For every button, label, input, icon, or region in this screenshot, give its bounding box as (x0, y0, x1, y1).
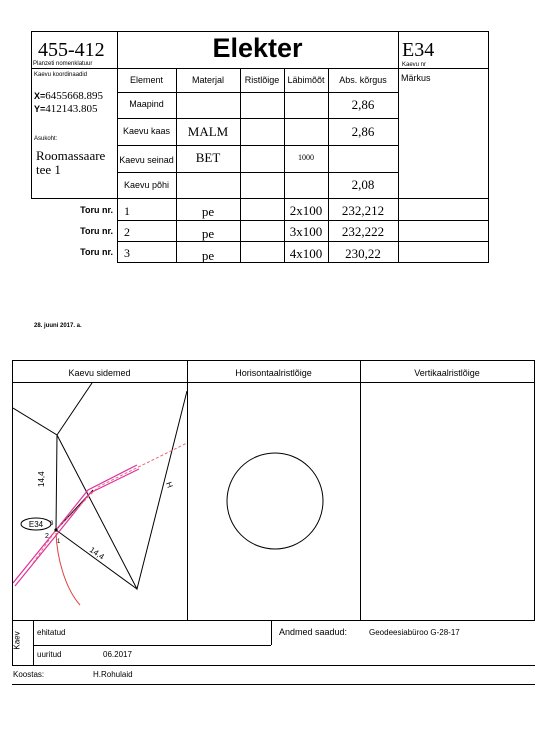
well-tag: E34 (28, 520, 44, 529)
pipe-number: 1 (124, 204, 130, 218)
well-number: E34 (402, 39, 435, 61)
row-abs: 2,86 (351, 97, 375, 112)
location-line1: Roomassaare (36, 148, 106, 163)
built-label: ehitatud (37, 628, 66, 637)
point-number: 2 (45, 533, 49, 540)
drawing-title-vertical: Vertikaalristlõige (414, 368, 480, 378)
pipe-material: pe (201, 204, 215, 219)
pipe-label: Toru nr. (80, 226, 113, 236)
pipe-abs: 232,212 (341, 203, 385, 218)
coord-x-label: X= (34, 91, 46, 101)
pipe-diameter: 2x100 (289, 203, 323, 218)
data-source-label: Andmed saadud: (279, 627, 348, 637)
col-remark: Märkus (401, 73, 431, 83)
row-element: Kaevu seinad (119, 155, 174, 165)
surveyed-date: 06.2017 (103, 650, 132, 659)
col-cross-section: Ristlõige (244, 75, 280, 85)
well-number-caption: Kaevu nr (402, 62, 427, 68)
well-ties-sketch (13, 383, 187, 620)
tie-line (56, 435, 57, 530)
coords-caption: Kaevu koordinaadid (34, 72, 88, 78)
pipe-number: 2 (124, 225, 130, 239)
pipe-diameter: 4x100 (289, 246, 323, 261)
compiled-label: Koostas: (13, 670, 45, 679)
col-abs-height: Abs. kõrgus (339, 75, 387, 85)
building-label: H (164, 480, 175, 490)
nomenclature-number: 455-412 (38, 39, 105, 61)
dimension-label: 14,4 (37, 471, 46, 487)
point-number: 3 (50, 521, 54, 527)
coord-x-value: 6455668.895 (45, 90, 104, 102)
nomenclature-caption: Planzeti nomenklatuur (33, 61, 93, 67)
row-abs: 2,86 (351, 124, 375, 139)
location-line2: tee 1 (36, 162, 61, 177)
row-element: Maapind (129, 99, 164, 109)
document-date: 28. juuni 2017. a. (34, 323, 82, 329)
location-caption: Asukoht: (34, 136, 58, 142)
pipe-label: Toru nr. (80, 205, 113, 215)
footer-side-label: Kaev (12, 631, 22, 650)
well-point (54, 528, 57, 531)
row-element: Kaevu põhi (123, 180, 170, 190)
data-source-value: Geodeesiabüroo G-28-17 (369, 628, 460, 637)
building-edge (57, 383, 92, 435)
pipe-abs: 232,222 (341, 224, 385, 239)
coord-y-label: Y= (34, 104, 46, 114)
compiled-value: H.Rohulaid (93, 670, 133, 679)
dimension-label: 14,4 (87, 545, 106, 562)
pipe-material: pe (201, 226, 215, 241)
col-diameter: Läbimõõt (287, 75, 325, 85)
col-material: Materjal (191, 75, 224, 85)
surveyed-label: uuritud (37, 650, 62, 659)
row-element: Kaevu kaas (122, 126, 171, 136)
coord-y (34, 99, 98, 117)
pipe-diameter: 3x100 (289, 224, 323, 239)
page-title: Elekter (212, 33, 303, 63)
drawing-title-horizontal: Horisontaalristlõige (235, 368, 312, 378)
row-material: MALM (187, 124, 229, 139)
row-abs: 2,08 (351, 177, 375, 192)
horizontal-section-drawing (188, 383, 360, 620)
coord-y-value: 412143.805 (45, 103, 98, 115)
pipe-label: Toru nr. (80, 247, 113, 257)
point-number: 1 (57, 539, 61, 545)
tie-line (56, 530, 137, 589)
pipe-number: 3 (124, 246, 130, 260)
row-diameter: 1000 (298, 153, 314, 162)
col-element: Element (129, 75, 164, 85)
well-circle (227, 453, 323, 549)
drawing-title-ties: Kaevu sidemed (68, 368, 131, 378)
pipe-material: pe (201, 248, 215, 263)
pipe-abs: 230,22 (345, 246, 381, 261)
row-material: BET (195, 150, 221, 165)
